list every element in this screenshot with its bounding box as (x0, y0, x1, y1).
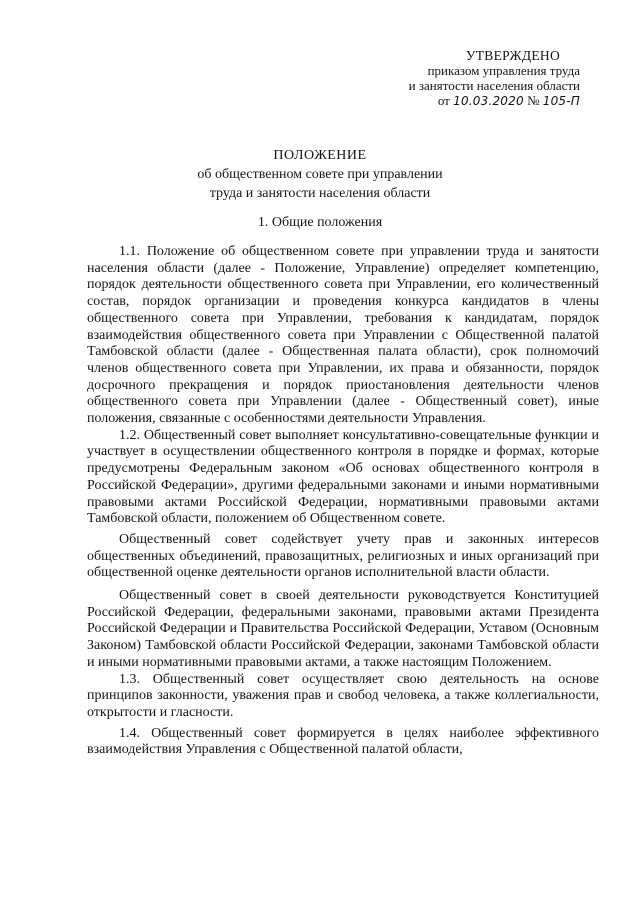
document-body (87, 244, 599, 759)
approval-date-line (370, 93, 580, 109)
approval-line-agency: и занятости населения области (408, 78, 580, 93)
paragraph-1-4: 1.4. Общественный совет формируется в целях наиболее эффективного взаимодействия Управления с Общественной палатой области, (87, 725, 599, 758)
document-title-main: ПОЛОЖЕНИЕ (273, 148, 367, 163)
document-title (0, 146, 640, 203)
document-title-line2: труда и занятости населения области (209, 186, 431, 201)
paragraph-rights: Общественный совет содействует учету прав и законных интересов общественных объединений, правозащитных, религиозных и иных организаций при общественной оценке деятельности органов исполнительной власти области. (87, 531, 599, 581)
paragraph-1-3: 1.3. Общественный совет осуществляет свою деятельность на основе принципов законности, уважения прав и свобод человека, а также коллегиальности, открытости и гласности. (87, 671, 599, 720)
approval-heading: УТВЕРЖДЕНО (465, 48, 560, 63)
approval-number-value: 105-П (542, 94, 580, 108)
document-title-line1: об общественном совете при управлении (197, 167, 443, 182)
paragraph-1-1: 1.1. Положение об общественном совете при управлении труда и занятости населения области (далее - Положение, Управление) определяет компетенцию, порядок деятельности общественного совета при Управлении, его количественный состав, порядок организации и проведения конкурса кандидатов в члены общественного совета при Управлении, требования к кандидатам, порядок взаимодействия общественного совета при Управлении с Общественной палатой Тамбовской области (далее - Общественная палата области), срок полномочий членов общественного совета при Управлении, их права и обязанности, порядок досрочного прекращения и порядок приостановления деятельности членов общественного совета при Управлении (далее - Общественный совет), иные положения, связанные с особенностями деятельности Управления. (87, 244, 599, 427)
paragraph-legal-basis: Общественный совет в своей деятельности руководствуется Конституцией Российской Федерации, федеральными законами, правовыми актами Президента Российской Федерации и Правительства Российской Федерации, Уставом (Основным Законом) Тамбовской области Российской Федерации, законами Тамбовской области и иными нормативными правовыми актами, а также настоящим Положением. (87, 588, 599, 670)
approval-line-order: приказом управления труда (427, 63, 580, 78)
approval-date-value: 10.03.2020 (453, 94, 524, 108)
paragraph-1-2: 1.2. Общественный совет выполняет консультативно-совещательные функции и участвует в осуществлении общественного контроля в порядке и формах, которые предусмотрены Федеральным законом «Об основах общественного контроля в Российской Федерации», другими федеральными законами и иными нормативными правовыми актами Российской Федерации, нормативными правовыми актами Тамбовской области, положением об Общественном совете. (87, 427, 599, 527)
approval-block (370, 48, 580, 109)
approval-number-prefix: № (527, 93, 540, 108)
section-heading: 1. Общие положения (257, 215, 383, 230)
approval-date-prefix: от (437, 93, 450, 108)
